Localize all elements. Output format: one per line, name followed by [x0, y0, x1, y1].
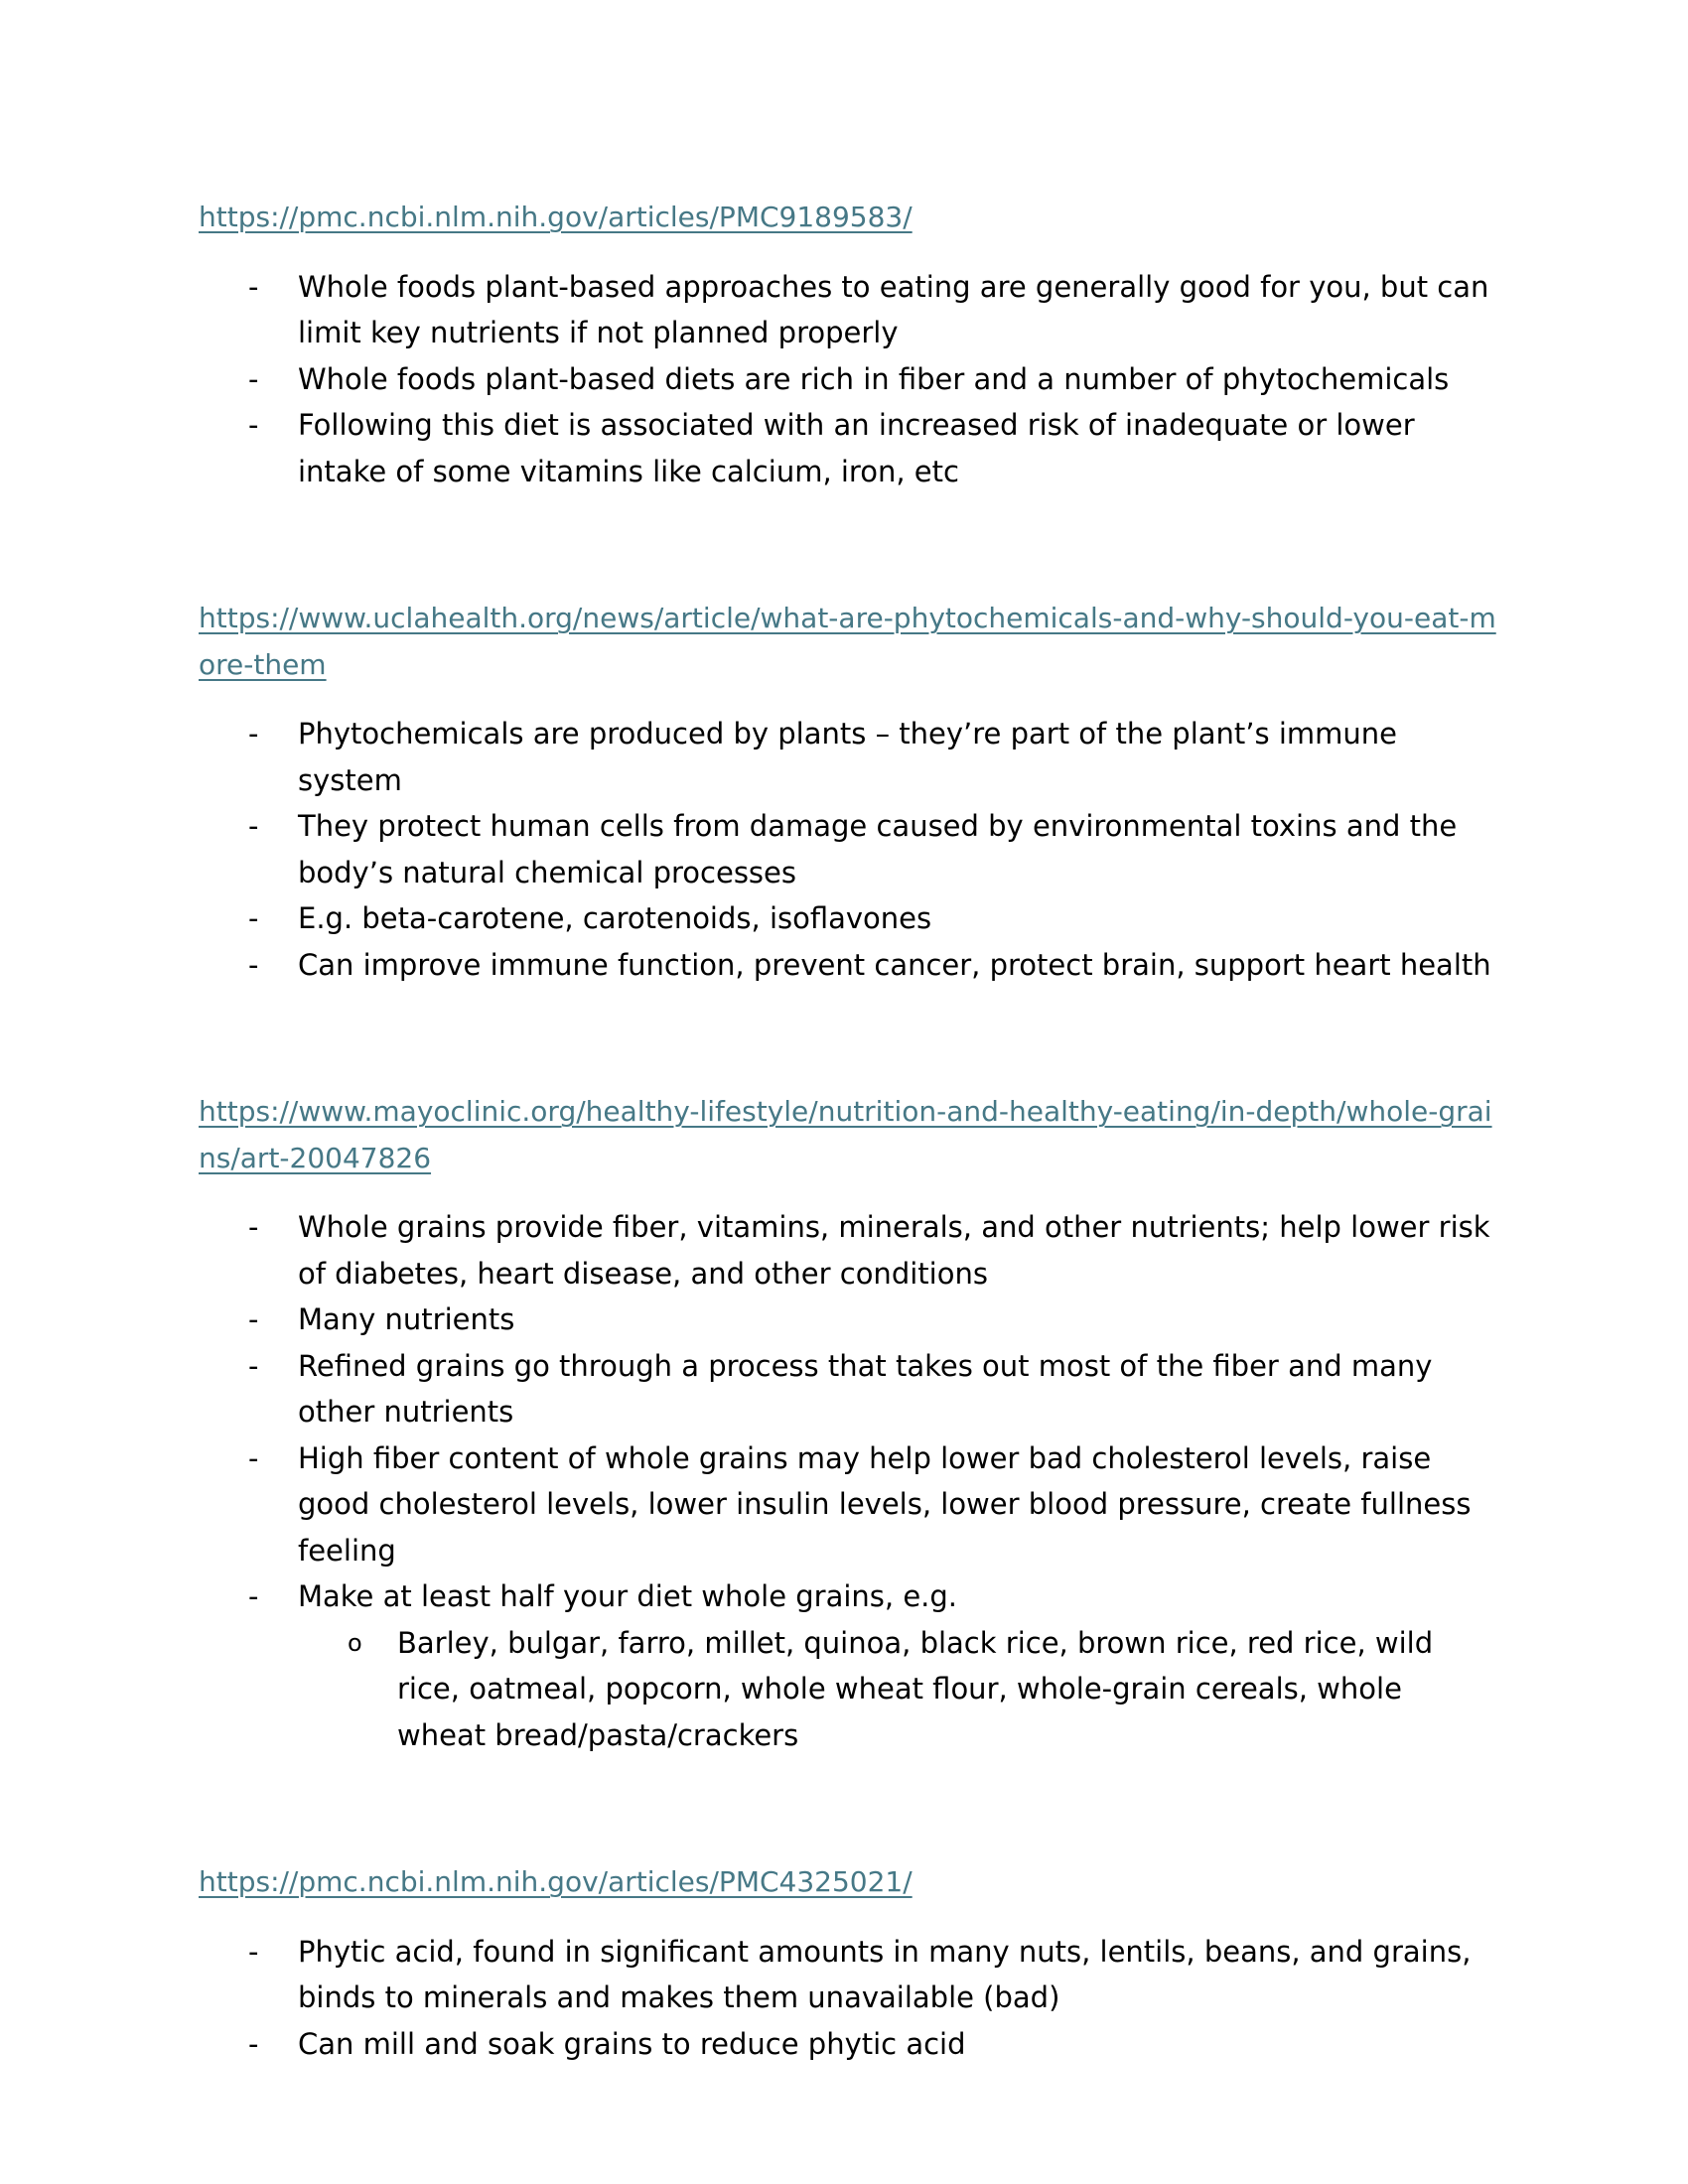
note-item [199, 1573, 1499, 1758]
dash-bullet: - [248, 947, 259, 982]
sub-note-list [298, 1620, 1499, 1759]
source-link-mayoclinic[interactable]: https://www.mayoclinic.org/healthy-lifestyle/nutrition-and-healthy-eating/in-depth/whole-grains/art-20047826 [199, 1095, 1492, 1174]
note-item [199, 264, 1499, 356]
circle-bullet: o [348, 1628, 362, 1657]
dash-bullet: - [248, 1210, 259, 1244]
note-item [199, 1343, 1499, 1435]
note-item [199, 711, 1499, 803]
page-content [199, 195, 1499, 2168]
note-list-1 [199, 264, 1499, 495]
dash-bullet: - [248, 2026, 259, 2061]
note-item [199, 356, 1499, 403]
dash-bullet: - [248, 1302, 259, 1336]
note-text: High fiber content of whole grains may help lower bad cholesterol levels, raise good cholesterol levels, lower insulin levels, lower blood pressure, create fullness feeling [298, 1440, 1472, 1568]
source-link-pmc4325021[interactable]: https://pmc.ncbi.nlm.nih.gov/articles/PMC4325021/ [199, 1865, 913, 1898]
note-text: Following this diet is associated with an increased risk of inadequate or lower intake of some vitamins like calcium, iron, etc [298, 408, 1415, 488]
note-text: Refined grains go through a process that takes out most of the fiber and many other nutrients [298, 1348, 1433, 1429]
note-list-2 [199, 711, 1499, 988]
dash-bullet: - [248, 408, 259, 442]
note-list-4 [199, 1929, 1499, 2068]
note-text: Can improve immune function, prevent cancer, protect brain, support heart health [298, 947, 1491, 982]
note-text: Phytochemicals are produced by plants – they’re part of the plant’s immune system [298, 717, 1397, 797]
dash-bullet: - [248, 1348, 259, 1383]
note-list-3 [199, 1204, 1499, 1758]
dash-bullet: - [248, 1440, 259, 1475]
dash-bullet: - [248, 1934, 259, 1969]
source-section-1 [199, 195, 1499, 494]
note-text: Whole foods plant-based approaches to eating are generally good for you, but can limit key nutrients if not planned properly [298, 269, 1489, 349]
note-item [199, 1204, 1499, 1297]
dash-bullet: - [248, 1579, 259, 1613]
note-text: Whole foods plant-based diets are rich in fiber and a number of phytochemicals [298, 361, 1450, 396]
dash-bullet: - [248, 269, 259, 304]
note-item [199, 1929, 1499, 2021]
dash-bullet: - [248, 901, 259, 935]
note-item [199, 2021, 1499, 2068]
note-text: Whole grains provide fiber, vitamins, minerals, and other nutrients; help lower risk of diabetes, heart disease, and other conditions [298, 1210, 1490, 1291]
note-text: They protect human cells from damage caused by environmental toxins and the body’s natural chemical processes [298, 809, 1458, 889]
note-text: Make at least half your diet whole grains, e.g. [298, 1579, 958, 1613]
sub-note-text: Barley, bulgar, farro, millet, quinoa, black rice, brown rice, red rice, wild rice, oatmeal, popcorn, whole wheat flour, whole-grain cereals, whole wheat bread/pasta/crackers [397, 1625, 1434, 1752]
sub-note-item [298, 1620, 1499, 1759]
source-section-3 [199, 1089, 1499, 1758]
source-section-2 [199, 596, 1499, 988]
note-item [199, 942, 1499, 989]
note-item [199, 1435, 1499, 1574]
note-text: Phytic acid, found in significant amounts in many nuts, lentils, beans, and grains, binds to minerals and makes them unavailable (bad) [298, 1934, 1472, 2014]
source-link-pmc9189583[interactable]: https://pmc.ncbi.nlm.nih.gov/articles/PMC9189583/ [199, 201, 913, 233]
note-text: Many nutrients [298, 1302, 515, 1336]
dash-bullet: - [248, 809, 259, 843]
note-text: Can mill and soak grains to reduce phytic acid [298, 2026, 966, 2061]
dash-bullet: - [248, 361, 259, 396]
note-item [199, 895, 1499, 942]
note-item [199, 402, 1499, 494]
note-item [199, 1297, 1499, 1343]
source-link-uclahealth[interactable]: https://www.uclahealth.org/news/article/what-are-phytochemicals-and-why-should-you-eat-more-them [199, 602, 1496, 681]
dash-bullet: - [248, 717, 259, 751]
note-item [199, 803, 1499, 895]
note-text: E.g. beta-carotene, carotenoids, isoflavones [298, 901, 932, 935]
source-section-4 [199, 1859, 1499, 2067]
